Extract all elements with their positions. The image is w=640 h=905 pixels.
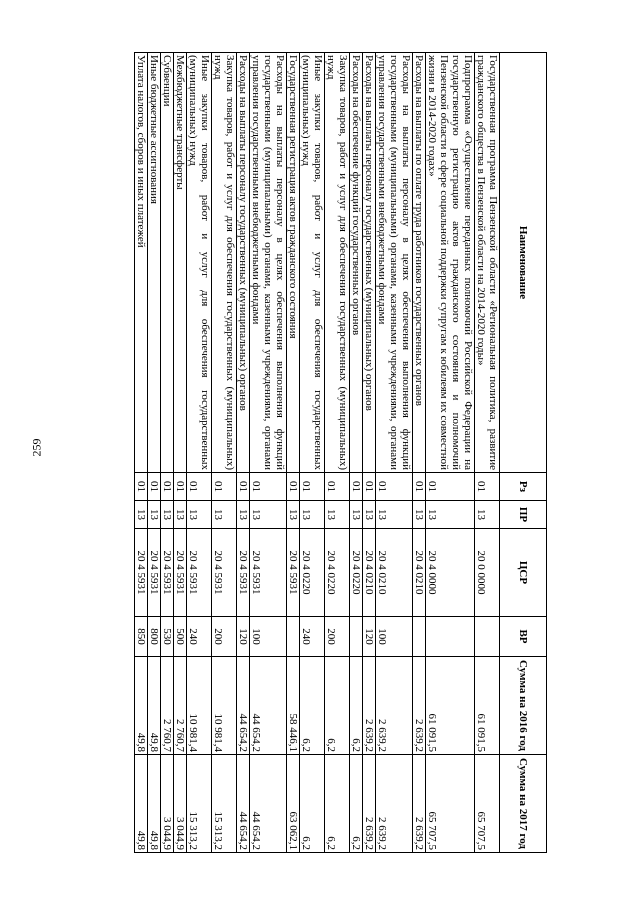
row-sum-2017: 6,2: [300, 755, 325, 853]
page-number: 259: [29, 438, 44, 457]
table-row: [325, 53, 350, 853]
row-sum-2016: 58 446,1: [287, 657, 300, 755]
row-pr: 13: [212, 501, 237, 529]
row-csr: 20 4 5931: [237, 529, 250, 617]
row-sum-2016: 6,2: [350, 657, 363, 755]
row-pr: 13: [325, 501, 350, 529]
table-row: [237, 53, 250, 853]
table-row: [376, 53, 413, 853]
row-sum-2017: 2 639,2: [376, 755, 413, 853]
table-row: [161, 53, 174, 853]
row-sum-2017: 15 313,2: [212, 755, 237, 853]
row-csr: 20 4 5931: [250, 529, 287, 617]
row-sum-2017: 63 062,1: [287, 755, 300, 853]
row-pr: 13: [300, 501, 325, 529]
row-name: Иные закупки товаров, работ и услуг для обеспечения государственных (муниципальных) нужд: [187, 53, 212, 473]
row-vr: 200: [325, 617, 350, 657]
row-sum-2017: 2 639,2: [413, 755, 426, 853]
row-csr: 20 4 0220: [350, 529, 363, 617]
row-csr: 20 0 0000: [475, 529, 500, 617]
row-sum-2017: 49,8: [135, 755, 148, 853]
header-sum-2017: Сумма на 2017 год: [500, 755, 547, 853]
row-rz: 01: [426, 473, 475, 501]
row-sum-2017: 65 707,5: [426, 755, 475, 853]
row-pr: 13: [350, 501, 363, 529]
row-sum-2016: 49,8: [135, 657, 148, 755]
row-csr: 20 4 0210: [413, 529, 426, 617]
row-csr: 20 4 5931: [161, 529, 174, 617]
row-name: Закупка товаров, работ и услуг для обеспечения государственных (муниципальных) нужд: [325, 53, 350, 473]
row-sum-2017: 2 639,2: [363, 755, 376, 853]
row-vr: 120: [237, 617, 250, 657]
row-sum-2017: 6,2: [325, 755, 350, 853]
row-vr: 240: [300, 617, 325, 657]
table-row: [413, 53, 426, 853]
row-sum-2016: 2 639,2: [363, 657, 376, 755]
table-row: [350, 53, 363, 853]
row-rz: 01: [413, 473, 426, 501]
row-csr: 20 4 5931: [187, 529, 212, 617]
table-row: [287, 53, 300, 853]
row-pr: 13: [174, 501, 187, 529]
row-sum-2016: 61 091,5: [426, 657, 475, 755]
row-csr: 20 4 5931: [174, 529, 187, 617]
row-rz: 01: [475, 473, 500, 501]
row-sum-2016: 2 639,2: [376, 657, 413, 755]
row-sum-2016: 49,8: [148, 657, 161, 755]
row-pr: 13: [363, 501, 376, 529]
row-name: Межбюджетные трансферты: [174, 53, 187, 473]
row-pr: 13: [250, 501, 287, 529]
row-vr: 100: [250, 617, 287, 657]
table-row: [212, 53, 237, 853]
row-rz: 01: [287, 473, 300, 501]
budget-table: [134, 52, 547, 853]
table-row: [426, 53, 475, 853]
row-sum-2017: 3 044,9: [174, 755, 187, 853]
budget-table-container: [99, 52, 547, 852]
row-sum-2016: 2 760,7: [161, 657, 174, 755]
row-name: Расходы на выплаты персоналу в целях обеспечения выполнения функций государственными (муниципальными) органами, казенными учреждениями, органами управления государственными внебюджетными фондами: [376, 53, 413, 473]
row-vr: [350, 617, 363, 657]
row-vr: 200: [212, 617, 237, 657]
table-row: [174, 53, 187, 853]
row-rz: 01: [300, 473, 325, 501]
row-sum-2017: 65 707,5: [475, 755, 500, 853]
table-header-row: [500, 53, 547, 853]
table-row: [363, 53, 376, 853]
row-vr: [475, 617, 500, 657]
row-vr: 500: [174, 617, 187, 657]
row-name: Уплата налогов, сборов и иных платежей: [135, 53, 148, 473]
row-sum-2016: 6,2: [300, 657, 325, 755]
row-sum-2017: 44 654,2: [237, 755, 250, 853]
row-rz: 01: [212, 473, 237, 501]
row-csr: 20 4 5931: [212, 529, 237, 617]
header-rz: Рз: [500, 473, 547, 501]
row-name: Государственная регистрация актов гражданского состояния: [287, 53, 300, 473]
table-body: [135, 53, 500, 853]
row-name: Расходы на выплаты персоналу государственных (муниципальных) органов: [237, 53, 250, 473]
header-sum-2016: Сумма на 2016 год: [500, 657, 547, 755]
row-csr: 20 4 5931: [287, 529, 300, 617]
row-name: Расходы на выплаты персоналу государственных (муниципальных) органов: [363, 53, 376, 473]
row-pr: 13: [475, 501, 500, 529]
row-pr: 13: [413, 501, 426, 529]
row-csr: 20 4 0210: [376, 529, 413, 617]
row-csr: 20 4 5931: [135, 529, 148, 617]
table-row: [475, 53, 500, 853]
row-sum-2016: 2 760,7: [174, 657, 187, 755]
row-vr: 100: [376, 617, 413, 657]
row-pr: 13: [237, 501, 250, 529]
row-sum-2016: 44 654,2: [250, 657, 287, 755]
table-row: [300, 53, 325, 853]
row-name: Закупка товаров, работ и услуг для обеспечения государственных (муниципальных) нужд: [212, 53, 237, 473]
row-sum-2017: 3 044,9: [161, 755, 174, 853]
row-vr: 530: [161, 617, 174, 657]
row-sum-2016: 10 981,4: [212, 657, 237, 755]
row-sum-2017: 44 654,2: [250, 755, 287, 853]
header-vr: ВР: [500, 617, 547, 657]
row-sum-2016: 2 639,2: [413, 657, 426, 755]
row-sum-2016: 10 981,4: [187, 657, 212, 755]
row-sum-2016: 44 654,2: [237, 657, 250, 755]
header-csr: ЦСР: [500, 529, 547, 617]
row-vr: 240: [187, 617, 212, 657]
row-sum-2017: 15 313,2: [187, 755, 212, 853]
row-csr: 20 4 0220: [325, 529, 350, 617]
row-vr: 800: [148, 617, 161, 657]
row-name: Государственная программа Пензенской области «Региональная политика, развитие гражданского общества в Пензенской области на 2014-2020 годы»: [475, 53, 500, 473]
row-name: Субвенции: [161, 53, 174, 473]
row-vr: 120: [363, 617, 376, 657]
row-name: Иные бюджетные ассигнования: [148, 53, 161, 473]
row-rz: 01: [363, 473, 376, 501]
row-pr: 13: [148, 501, 161, 529]
table-row: [135, 53, 148, 853]
row-csr: 20 4 0210: [363, 529, 376, 617]
row-vr: 850: [135, 617, 148, 657]
row-vr: [413, 617, 426, 657]
row-rz: 01: [135, 473, 148, 501]
header-name: Наименование: [500, 53, 547, 473]
row-vr: [287, 617, 300, 657]
row-sum-2017: 6,2: [350, 755, 363, 853]
row-rz: 01: [250, 473, 287, 501]
header-pr: ПР: [500, 501, 547, 529]
row-rz: 01: [148, 473, 161, 501]
table-row: [148, 53, 161, 853]
row-sum-2016: 61 091,5: [475, 657, 500, 755]
row-pr: 13: [376, 501, 413, 529]
table-row: [250, 53, 287, 853]
row-rz: 01: [376, 473, 413, 501]
row-rz: 01: [350, 473, 363, 501]
row-rz: 01: [161, 473, 174, 501]
row-name: Расходы на выплаты персоналу в целях обеспечения выполнения функций государственными (муниципальными) органами, казенными учреждениями, органами управления государственными внебюджетными фондами: [250, 53, 287, 473]
table-row: [187, 53, 212, 853]
row-rz: 01: [237, 473, 250, 501]
row-rz: 01: [187, 473, 212, 501]
row-pr: 13: [161, 501, 174, 529]
row-sum-2016: 6,2: [325, 657, 350, 755]
row-sum-2017: 49,8: [148, 755, 161, 853]
row-csr: 20 4 0220: [300, 529, 325, 617]
row-name: Иные закупки товаров, работ и услуг для обеспечения государственных (муниципальных) нужд: [300, 53, 325, 473]
row-pr: 13: [426, 501, 475, 529]
row-name: Подпрограмма «Осуществление переданных полномочий Российской Федерации на государственную регистрацию актов гражданского состояния и полномочий Пензенской области в сфере социальной поддержки супругам к юбилеям их совместной жизни в 2014-2020 годах»: [426, 53, 475, 473]
row-name: Расходы на обеспечение функций государственных органов: [350, 53, 363, 473]
row-csr: 20 4 0000: [426, 529, 475, 617]
row-csr: 20 4 5931: [148, 529, 161, 617]
row-vr: [426, 617, 475, 657]
row-pr: 13: [135, 501, 148, 529]
row-pr: 13: [187, 501, 212, 529]
row-rz: 01: [325, 473, 350, 501]
row-pr: 13: [287, 501, 300, 529]
row-name: Расходы на выплаты по оплате труда работников государственных органов: [413, 53, 426, 473]
row-rz: 01: [174, 473, 187, 501]
